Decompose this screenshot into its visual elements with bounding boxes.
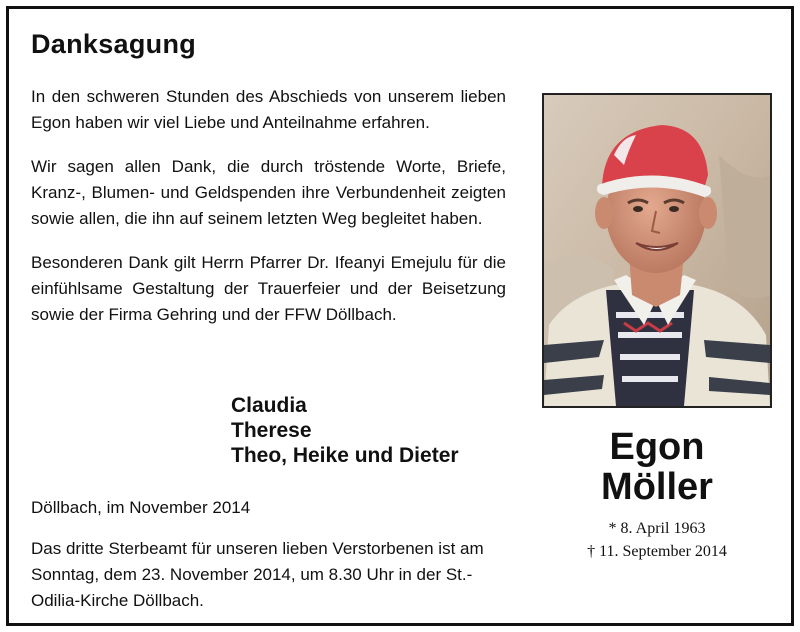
death-date: † 11. September 2014: [587, 543, 727, 560]
signer-2: Therese: [231, 419, 312, 442]
portrait-photo: [542, 93, 772, 408]
thanks-paragraph-2: Wir sagen allen Dank, die durch tröstende Worte, Briefe, Kranz-, Blumen- und Geldspenden ihre Verbundenheit zeigten sowie allen, die ihn auf seinem letzten Weg begleitet haben.: [31, 157, 506, 228]
obituary-notice: [6, 6, 794, 626]
deceased-name: [542, 427, 772, 507]
signer-1: Claudia: [231, 394, 307, 417]
signer-3: Theo, Heike und Dieter: [231, 444, 459, 467]
deceased-first-name: Egon: [609, 426, 705, 468]
birth-date: * 8. April 1963: [608, 520, 706, 537]
thanks-text: [31, 84, 506, 346]
portrait-illustration: [544, 95, 770, 406]
place-date: Döllbach, im November 2014: [31, 498, 251, 517]
deceased-last-name: Möller: [601, 466, 713, 508]
service-notice: Das dritte Sterbeamt für unseren lieben Verstorbenen ist am Sonntag, dem 23. November 2014, um 8.30 Uhr in der St.-Odilia-Kirche Döllbach.: [31, 539, 484, 610]
thanks-paragraph-1: In den schweren Stunden des Abschieds von unserem lieben Egon haben wir viel Liebe und Anteilnahme erfahren.: [31, 87, 506, 132]
notice-heading: Danksagung: [31, 29, 197, 59]
life-dates: [542, 517, 772, 563]
signers-block: [231, 393, 459, 468]
thanks-paragraph-3: Besonderen Dank gilt Herrn Pfarrer Dr. Ifeanyi Emejulu für die einfühlsame Gestaltung der Trauerfeier und der Beisetzung sowie der Firma Gehring und der FFW Döllbach.: [31, 253, 506, 324]
